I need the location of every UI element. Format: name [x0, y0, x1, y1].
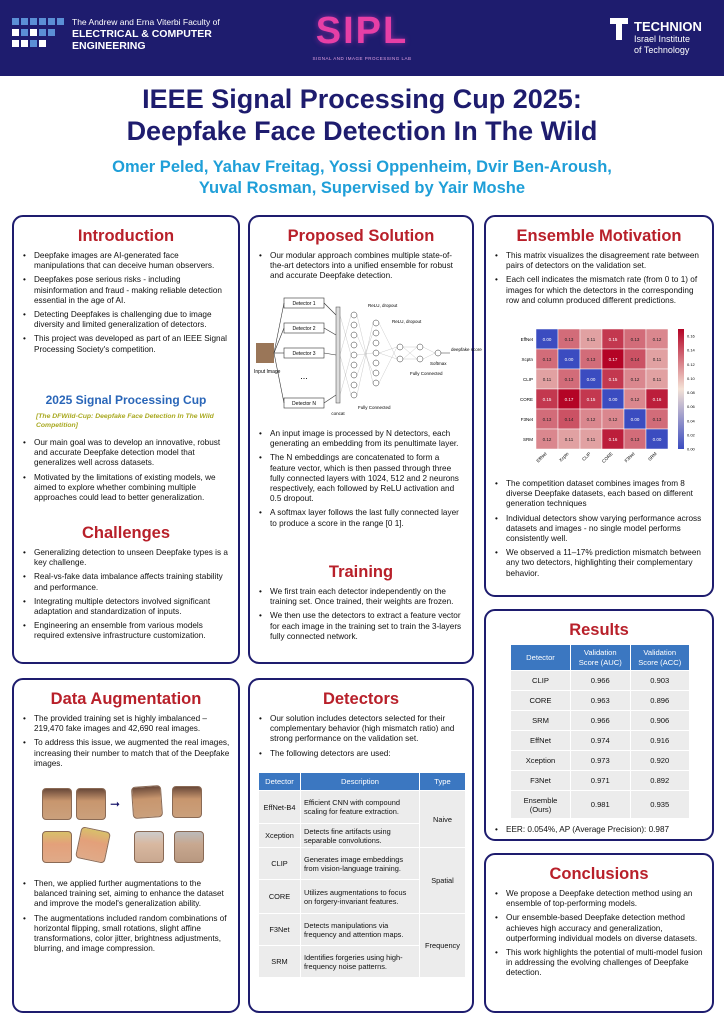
heatmap-value: 0.15 [586, 397, 596, 402]
heatmap-value: 0.16 [608, 437, 618, 442]
sipl-subtitle: SIGNAL AND IMAGE PROCESSING LAB [312, 56, 412, 61]
list-item: • Each cell indicates the mismatch rate (from 0 to 1) of images for which the detectors in the corresponding row and column produced different predictions. [494, 275, 704, 306]
score-label: deepfake score [451, 347, 482, 352]
table-row [511, 671, 690, 691]
column-header: Detector [511, 645, 571, 671]
heatmap-value: 0.13 [630, 337, 640, 342]
heatmap-value: 0.13 [564, 377, 574, 382]
ensemble-panel [484, 215, 714, 597]
colorbar [678, 329, 684, 449]
challenges-list [22, 548, 230, 646]
title-line1: IEEE Signal Processing Cup 2025: [142, 84, 582, 114]
face-thumbnail [131, 785, 163, 819]
score-cell: 0.906 [630, 711, 690, 731]
technion-title: TECHNION [634, 19, 702, 34]
proposed-list-2 [258, 429, 464, 533]
list-item: • We then use the detectors to extract a feature vector for each image in the training set to train the 3-layers fully connected network. [258, 611, 464, 642]
list-item: • EER: 0.054%, AP (Average Precision): 0.987 [494, 825, 704, 835]
heatmap-value: 0.11 [652, 377, 662, 382]
table-row [511, 711, 690, 731]
colorbar-tick: 0.10 [687, 375, 695, 381]
detector-description: Efficient CNN with compound scaling for feature extraction. [301, 791, 420, 824]
heatmap-value: 0.00 [542, 337, 552, 342]
ensemble-list-2 [494, 479, 704, 583]
heatmap-value: 0.11 [564, 437, 574, 442]
results-list [494, 825, 704, 839]
heatmap-value: 0.00 [652, 437, 662, 442]
colorbar-tick: 0.08 [687, 390, 695, 396]
score-cell: 0.892 [630, 771, 690, 791]
heatmap-value: 0.13 [542, 357, 552, 362]
score-cell: 0.973 [571, 751, 631, 771]
heatmap-value: 0.12 [652, 337, 662, 342]
list-item: • The following detectors are used: [258, 749, 464, 759]
ensemble-list [494, 251, 704, 310]
detector-label: Detector 3 [292, 351, 316, 357]
sipl-text: SIPL [315, 10, 409, 52]
list-item: • Our solution includes detectors selected for their complementary behavior (high mismatch ratio) and strong performance on the validation set. [258, 714, 464, 745]
detector-description: Detects fine artifacts using separable convolutions. [301, 824, 420, 848]
list-item: • Our ensemble-based Deepfake detection method achieves high accuracy and generalization, outperforming individual models on diverse datasets. [494, 913, 704, 944]
score-cell: 0.971 [571, 771, 631, 791]
heatmap-value: 0.12 [542, 437, 552, 442]
table-row [511, 691, 690, 711]
score-cell: 0.974 [571, 731, 631, 751]
colorbar-tick: 0.06 [687, 404, 695, 410]
list-item: • Integrating multiple detectors involved significant adaptation and standardization of inputs. [22, 597, 230, 617]
heatmap-row-label: CORE [519, 397, 533, 402]
detectors-table [258, 772, 466, 978]
heatmap-row-label: F3Net [520, 417, 533, 422]
list-item: • A softmax layer follows the last fully connected layer to produce a score in the range [0 1]. [258, 508, 464, 528]
results-heading: Results [569, 621, 629, 639]
technion-emblem-icon [608, 16, 630, 42]
column-header: Description [301, 773, 420, 791]
table-row [511, 791, 690, 819]
heatmap-value: 0.00 [586, 377, 596, 382]
table-row [259, 791, 466, 824]
faculty-line2: ELECTRICAL & COMPUTER [72, 28, 212, 40]
technion-line1: Israel Institute [634, 34, 691, 44]
detectors-list [258, 714, 464, 763]
heatmap-row-label: EffNet [520, 337, 533, 342]
table-row [511, 751, 690, 771]
detector-description: Generates image embeddings from vision-language training. [301, 848, 420, 880]
list-item: • We observed a 11–17% prediction mismatch between any two detectors, highlighting their complementary behavior. [494, 548, 704, 579]
list-item: • We propose a Deepfake detection method using an ensemble of top-performing models. [494, 889, 704, 909]
face-thumbnail [42, 831, 72, 863]
list-item: • Motivated by the limitations of existing models, we aimed to explore whether combining multiple approaches could lead to better generalization. [22, 473, 230, 504]
list-item: • Individual detectors show varying performance across datasets and images - no single model performs consistently well. [494, 514, 704, 545]
faculty-name [72, 16, 220, 52]
detector-name: Xception [511, 751, 571, 771]
detector-type: Spatial [420, 848, 466, 914]
heatmap-value: 0.13 [542, 417, 552, 422]
cup-title: 2025 Signal Processing Cup [45, 393, 207, 407]
detector-label: Detector N [292, 401, 316, 407]
list-item: • Our main goal was to develop an innovative, robust and accurate Deepfake detection model that generalizes well across datasets. [22, 438, 230, 469]
heatmap-value: 0.12 [608, 417, 618, 422]
face-thumbnail [172, 786, 202, 818]
cup-subtitle: [The DFWild-Cup: Deepfake Face Detection In The Wild Competition] [36, 413, 214, 429]
face-thumbnail [174, 831, 204, 863]
detectors-heading: Detectors [322, 690, 400, 708]
colorbar-tick: 0.02 [687, 432, 695, 438]
heatmap-col-label: SRM [647, 451, 658, 462]
architecture-diagram [254, 295, 482, 425]
list-item: • Generalizing detection to unseen Deepfake types is a key challenge. [22, 548, 230, 568]
detector-name: F3Net [259, 914, 301, 946]
score-cell: 0.935 [630, 791, 690, 819]
score-cell: 0.966 [571, 711, 631, 731]
heatmap-row-label: Xcptn [521, 357, 533, 362]
heatmap-value: 0.13 [652, 417, 662, 422]
table-header-row [511, 645, 690, 671]
softmax-label: Softmax [430, 361, 447, 366]
list-item: • To address this issue, we augmented the real images, increasing their number to match that of the Deepfake images. [22, 738, 230, 769]
colorbar-tick: 0.00 [687, 446, 695, 452]
detector-name: CLIP [259, 848, 301, 880]
technion-logo [608, 16, 630, 47]
score-cell: 0.963 [571, 691, 631, 711]
list-item: • The N embeddings are concatenated to form a feature vector, which is then passed through three fully connected layers with 1024, 512 and 2 neurons respectively, each followed by ReLU activation and 0.5 dropout. [258, 453, 464, 504]
detector-name: Xception [259, 824, 301, 848]
ensemble-heading: Ensemble Motivation [516, 227, 682, 245]
colorbar-tick: 0.14 [687, 347, 695, 353]
detector-name: CLIP [511, 671, 571, 691]
list-item: • Deepfake images are AI-generated face manipulations that can deceive human observers. [22, 251, 230, 271]
heatmap-value: 0.15 [542, 397, 552, 402]
header-banner [0, 0, 724, 76]
input-face-image [256, 343, 274, 363]
list-item: • We first train each detector independently on the training set. Once trained, their weights are frozen. [258, 587, 464, 607]
poster-title [0, 83, 724, 147]
sipl-logo [300, 6, 424, 61]
detector-name: EffNet [511, 731, 571, 751]
heatmap-row-label: SRM [523, 437, 533, 442]
augmentation-heading: Data Augmentation [50, 690, 202, 708]
detector-description: Identifies forgeries using high-frequency noise patterns. [301, 946, 420, 978]
faculty-line1: The Andrew and Erna Viterbi Faculty of [72, 17, 220, 27]
concat-label: concat [331, 411, 345, 416]
fc-label: Fully Connected [410, 371, 443, 376]
list-item: • The augmentations included random combinations of horizontal flipping, small rotations, slight affine transformations, color jitter, brightness adjustments, blurring, and image compression. [22, 914, 230, 955]
detector-description: Utilizes augmentations to focus on forgery-invariant features. [301, 880, 420, 914]
heatmap-value: 0.11 [586, 337, 596, 342]
relu-label: ReLU, dropout [368, 303, 398, 308]
colorbar-tick: 0.12 [687, 361, 695, 367]
challenges-heading: Challenges [81, 524, 171, 542]
intro-list [22, 251, 230, 359]
results-panel [484, 609, 714, 841]
detector-label: Detector 1 [292, 301, 316, 307]
face-thumbnail [134, 831, 164, 863]
augmentation-list [22, 714, 230, 773]
heatmap-value: 0.15 [608, 377, 618, 382]
intro-panel [12, 215, 240, 664]
table-row [259, 914, 466, 946]
list-item: • Engineering an ensemble from various models required extensive infrastructure customization. [22, 621, 230, 641]
score-cell: 0.966 [571, 671, 631, 691]
list-item: • This work highlights the potential of multi-model fusion in addressing the evolving challenges of Deepfake detection. [494, 948, 704, 979]
list-item: • Detecting Deepfakes is challenging due to image diversity and limited generalization of detectors. [22, 310, 230, 330]
table-header-row [259, 773, 466, 791]
detector-name: CORE [259, 880, 301, 914]
detector-name: CORE [511, 691, 571, 711]
faculty-grid-icon [12, 14, 66, 54]
face-thumbnail [42, 788, 72, 820]
detector-description: Detects manipulations via frequency and attention maps. [301, 914, 420, 946]
heatmap-value: 0.00 [630, 417, 640, 422]
heatmap-value: 0.16 [652, 397, 662, 402]
colorbar-tick: 0.04 [687, 418, 695, 424]
list-item: • The competition dataset combines images from 8 diverse Deepfake datasets, each based on different generation techniques [494, 479, 704, 510]
technion-name [634, 20, 702, 56]
augmentation-examples [34, 783, 224, 871]
detector-type: Frequency [420, 914, 466, 978]
training-heading: Training [328, 563, 394, 581]
column-header: Detector [259, 773, 301, 791]
list-item: • An input image is processed by N detectors, each generating an embedding from its penultimate layer. [258, 429, 464, 449]
list-item: • This project was developed as part of an IEEE Signal Processing Society's competition. [22, 334, 230, 354]
heatmap-col-label: F3Net [623, 451, 636, 464]
heatmap-value: 0.12 [630, 377, 640, 382]
heatmap-value: 0.00 [608, 397, 618, 402]
intro-heading: Introduction [77, 227, 175, 245]
detector-type: Naive [420, 791, 466, 848]
list-item: • This matrix visualizes the disagreement rate between pairs of detectors on the validation set. [494, 251, 704, 271]
detectors-panel [248, 678, 474, 1013]
column-header: Type [420, 773, 466, 791]
list-item: • The provided training set is highly imbalanced – 219,470 fake images and 42,690 real images. [22, 714, 230, 734]
technion-line2: of Technology [634, 45, 690, 55]
input-label: Input Image [254, 369, 281, 375]
score-cell: 0.981 [571, 791, 631, 819]
detector-name: EffNet-B4 [259, 791, 301, 824]
proposed-panel [248, 215, 482, 664]
authors-line2: Yuval Rosman, Supervised by Yair Moshe [198, 179, 526, 197]
list-item: • Then, we applied further augmentations to the balanced training set, aiming to enhance the dataset and improve the model's generalization ability. [22, 879, 230, 910]
training-list [258, 587, 464, 646]
heatmap-col-label: CLIP [581, 451, 592, 462]
heatmap-value: 0.12 [586, 417, 596, 422]
heatmap-row-label: CLIP [522, 377, 533, 382]
relu-label: ReLU, dropout [392, 319, 422, 324]
conclusions-list [494, 889, 704, 983]
results-table [510, 644, 690, 819]
heatmap-value: 0.11 [542, 377, 552, 382]
list-item: • Real-vs-fake data imbalance affects training stability and performance. [22, 572, 230, 592]
authors-line1: Omer Peled, Yahav Freitag, Yossi Oppenheim, Dvir Ben-Aroush, [112, 158, 612, 176]
detector-name: SRM [511, 711, 571, 731]
face-thumbnail [75, 826, 111, 864]
detector-name: Ensemble (Ours) [511, 791, 571, 819]
score-cell: 0.903 [630, 671, 690, 691]
table-row [511, 731, 690, 751]
conclusions-heading: Conclusions [549, 865, 649, 883]
faculty-logo [12, 14, 66, 54]
authors [0, 157, 724, 199]
heatmap-value: 0.13 [630, 437, 640, 442]
face-thumbnail [76, 788, 106, 820]
detector-name: F3Net [511, 771, 571, 791]
heatmap-value: 0.17 [564, 397, 574, 402]
score-cell: 0.920 [630, 751, 690, 771]
heatmap-value: 0.12 [630, 397, 640, 402]
list-item: • Deepfakes pose serious risks - including misinformation and fraud - making reliable detection essential in the age of AI. [22, 275, 230, 306]
concat-vector [336, 307, 340, 403]
proposed-list [258, 251, 464, 286]
heatmap-col-label: CORE [600, 451, 614, 464]
detector-label: Detector 2 [292, 326, 316, 332]
heatmap-value: 0.15 [608, 337, 618, 342]
ellipsis-label: ... [300, 371, 308, 381]
heatmap-value: 0.13 [586, 357, 596, 362]
intro-goals-list [22, 438, 230, 507]
list-item: • Our modular approach combines multiple state-of-the-art detectors into a unified ensemble for robust and accurate Deepfake detection. [258, 251, 464, 282]
arrow-right-icon: ➞ [110, 797, 121, 811]
detector-name: SRM [259, 946, 301, 978]
table-row [259, 848, 466, 880]
heatmap-value: 0.13 [564, 337, 574, 342]
column-header: Validation Score (AUC) [571, 645, 631, 671]
augmentation-panel [12, 678, 240, 1013]
heatmap-value: 0.00 [564, 357, 574, 362]
column-header: Validation Score (ACC) [630, 645, 690, 671]
score-cell: 0.916 [630, 731, 690, 751]
heatmap-col-label: EffNet [535, 451, 548, 464]
mismatch-heatmap [500, 325, 704, 479]
heatmap-value: 0.11 [652, 357, 662, 362]
score-cell: 0.896 [630, 691, 690, 711]
colorbar-tick: 0.16 [687, 333, 695, 339]
faculty-line3: ENGINEERING [72, 40, 146, 52]
heatmap-value: 0.17 [608, 357, 618, 362]
heatmap-value: 0.14 [630, 357, 640, 362]
table-row [511, 771, 690, 791]
heatmap-value: 0.14 [564, 417, 574, 422]
augmentation-list-2 [22, 879, 230, 958]
heatmap-value: 0.11 [586, 437, 596, 442]
fc-label: Fully Connected [358, 405, 391, 410]
title-line2: Deepfake Face Detection In The Wild [126, 116, 598, 146]
conclusions-panel [484, 853, 714, 1013]
heatmap-col-label: Xcptn [558, 451, 570, 463]
softmax-node [435, 350, 441, 356]
proposed-heading: Proposed Solution [287, 227, 435, 245]
